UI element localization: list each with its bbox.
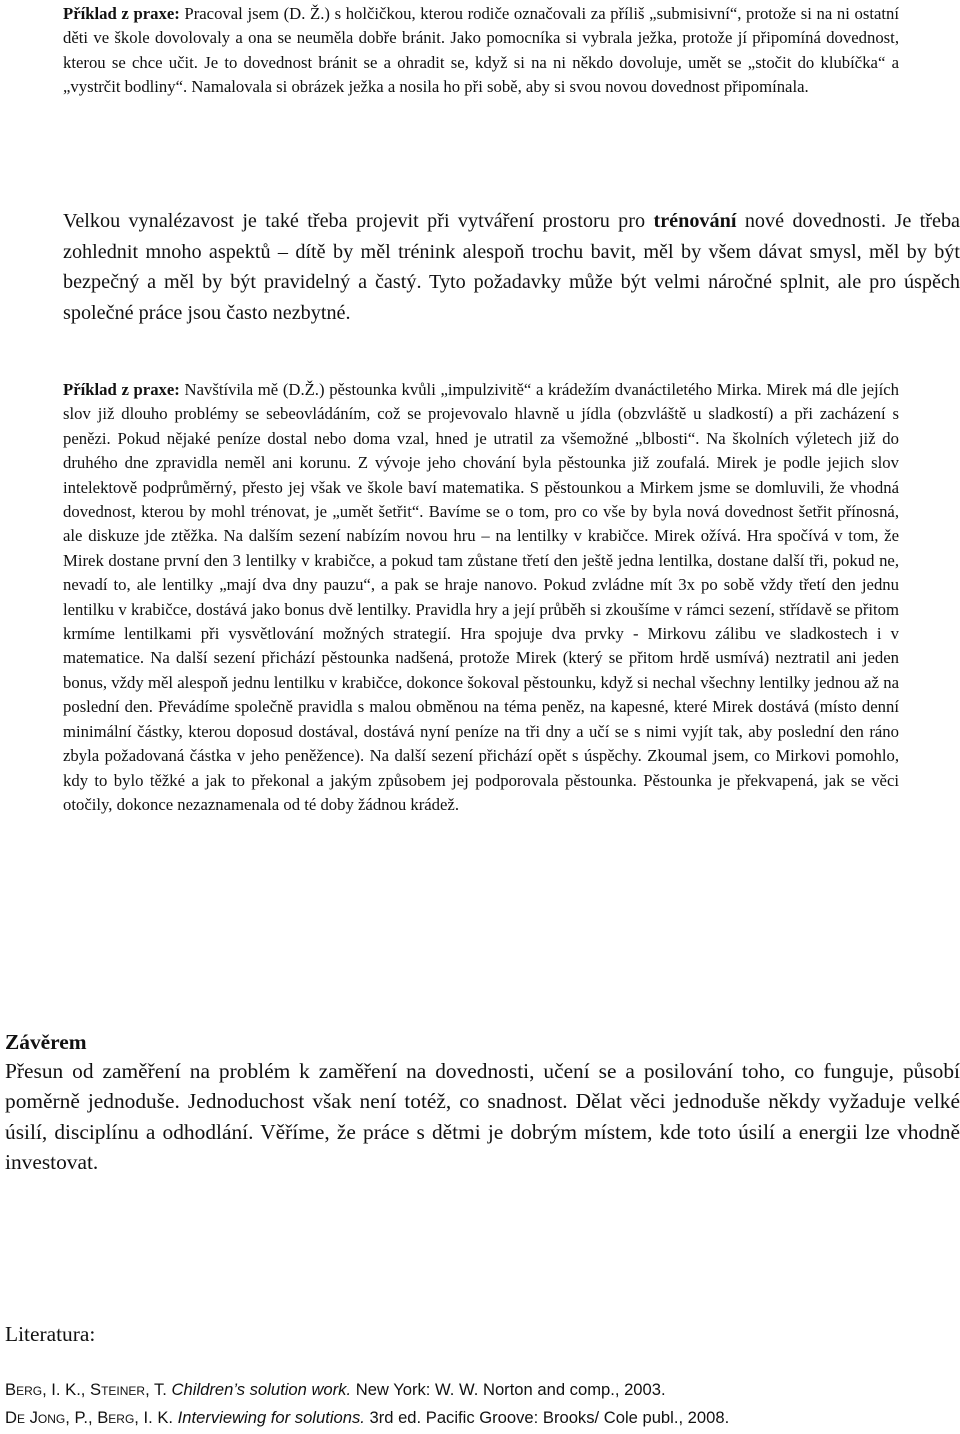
reference-item [5,1376,960,1404]
reference-item [5,1404,960,1432]
example-2-paragraph [63,378,899,817]
reference-title: Interviewing for solutions. [177,1408,365,1427]
example-2-label: Příklad z praxe: [63,380,180,399]
training-text-after: nové dovednosti. Je třeba zohlednit mnoho aspektů – dítě by měl trénink alespoň trochu bavit, měl by všem dávat smysl, měl by být bezpečný a měl by být pravidelný a častý. Tyto požadavky může být velmi náročné splnit, ale pro úspěch společné práce jsou často nezbytné. [63,210,960,324]
reference-authors: De Jong, P., Berg, I. K. [5,1408,174,1427]
training-paragraph [63,206,960,328]
reference-list [5,1376,960,1432]
example-2-text: Navštívila mě (D.Ž.) pěstounka kvůli „impulzivitě“ a krádežím dvanáctiletého Mirka. Mirek má dle jejích slov již dlouho problémy se sebeovládáním, což se projevovalo hlavně u jídla (obzvláště u sladkostí) a při zacházení s penězi. Pokud nějaké peníze dostal nebo doma vzal, hned je utratil za všemožné „blbosti“. Na školních výletech již do druhého dne zpravidla neměl ani korunu. Z vývoje jeho chování byla pěstounka již zoufalá. Mirek je podle jejich slov intelektově podprůměrný, přesto jej však ve škole baví matematika. S pěstounkou a Mirkem jsme se domluvili, že vhodná dovednost, kterou by mohl trénovat, je „umět šetřit“. Bavíme se o tom, pro co vše by byla nová dovednost šetřit přínosná, ale diskuze jde ztěžka. Na dalším sezení nabízím novou hru – na lentilky v krabičce. Mirek ožívá. Hra spočívá v tom, že Mirek dostane první den 3 lentilky v krabičce, a pokud tam zůstane třetí den ještě jedna lentilka, dostane další tři, pokud ne, nevadí to, ale lentilky „mají dva dny pauzu“, a pak se hraje nanovo. Pokud zvládne mít 3x po sobě vždy třetí den jednu lentilku v krabičce, dostává jako bonus dvě lentilky. Pravidla hry a její průběh si zkoušíme v rámci sezení, střídavě se přitom krmíme lentilkami při vysvětlování možných strategií. Hra spojuje dva prvky - Mirkovu zálibu ve sladkostech i v matematice. Na další sezení přichází pěstounka nadšená, protože Mirek (který se přitom hrdě usmívá) neztratil ani jeden bonus, vždy měl alespoň jednu lentilku v krabičce, dokonce šokoval pěstounku, když si nechal všechny lentilky jednou až na poslední den. Převádíme společně pravidla s malou obměnou na téma peněz, na kapesné, které Mirek dostává (místo denní minimální částky, kterou doposud dostával, dostává nyní peníze na tři dny a učí se s nimi vyjít tak, aby poslední den ráno zbyla požadovaná částka v jeho peněžence). Na další sezení přichází opět s úspěchy. Zkoumal jsem, co Mirkovi pomohlo, kdy to bylo těžké a jak to překonal a jakým způsobem jej podporovala pěstounka. Pěstounka je překvapená, jak se věci otočily, dokonce nezaznamenala od té doby žádnou krádež. [63,380,899,814]
literature-heading: Literatura: [5,1322,96,1346]
reference-publication: 3rd ed. Pacific Groove: Brooks/ Cole publ., 2008. [364,1408,730,1427]
training-text-before: Velkou vynalézavost je také třeba projevit při vytváření prostoru pro [63,210,654,232]
reference-publication: New York: W. W. Norton and comp., 2003. [351,1380,666,1399]
conclusion-paragraph: Přesun od zaměření na problém k zaměření na dovednosti, učení se a posilování toho, co funguje, působí poměrně jednoduše. Jednoduchost však není totéž, co snadnost. Dělat věci jednoduše někdy vyžaduje velké úsilí, disciplínu a odhodlání. Věříme, že práce s dětmi je dobrým místem, kde toto úsilí a energii lze vhodně investovat. [5,1059,960,1175]
conclusion-heading: Závěrem [5,1030,87,1054]
reference-title: Children’s solution work. [171,1380,352,1399]
example-1-paragraph [63,2,899,100]
training-bold-term: trénování [653,210,737,232]
example-1-text: Pracoval jsem (D. Ž.) s holčičkou, kterou rodiče označovali za příliš „submisivní“, protože si na ni ostatní děti ve škole dovolovaly a ona se neuměla dobře bránit. Jako pomocníka si vybrala ježka, protože jí připomíná dovednost, kterou se chce učit. Je to dovednost bránit se a ohradit se, když si na ni někdo dovoluje, umět se „stočit do klubíčka“ a „vystrčit bodliny“. Namalovala si obrázek ježka a nosila ho při sobě, aby si svou novou dovednost připomínala. [63,4,899,97]
reference-authors: Berg, I. K., Steiner, T. [5,1380,167,1399]
example-1-label: Příklad z praxe: [63,4,180,23]
